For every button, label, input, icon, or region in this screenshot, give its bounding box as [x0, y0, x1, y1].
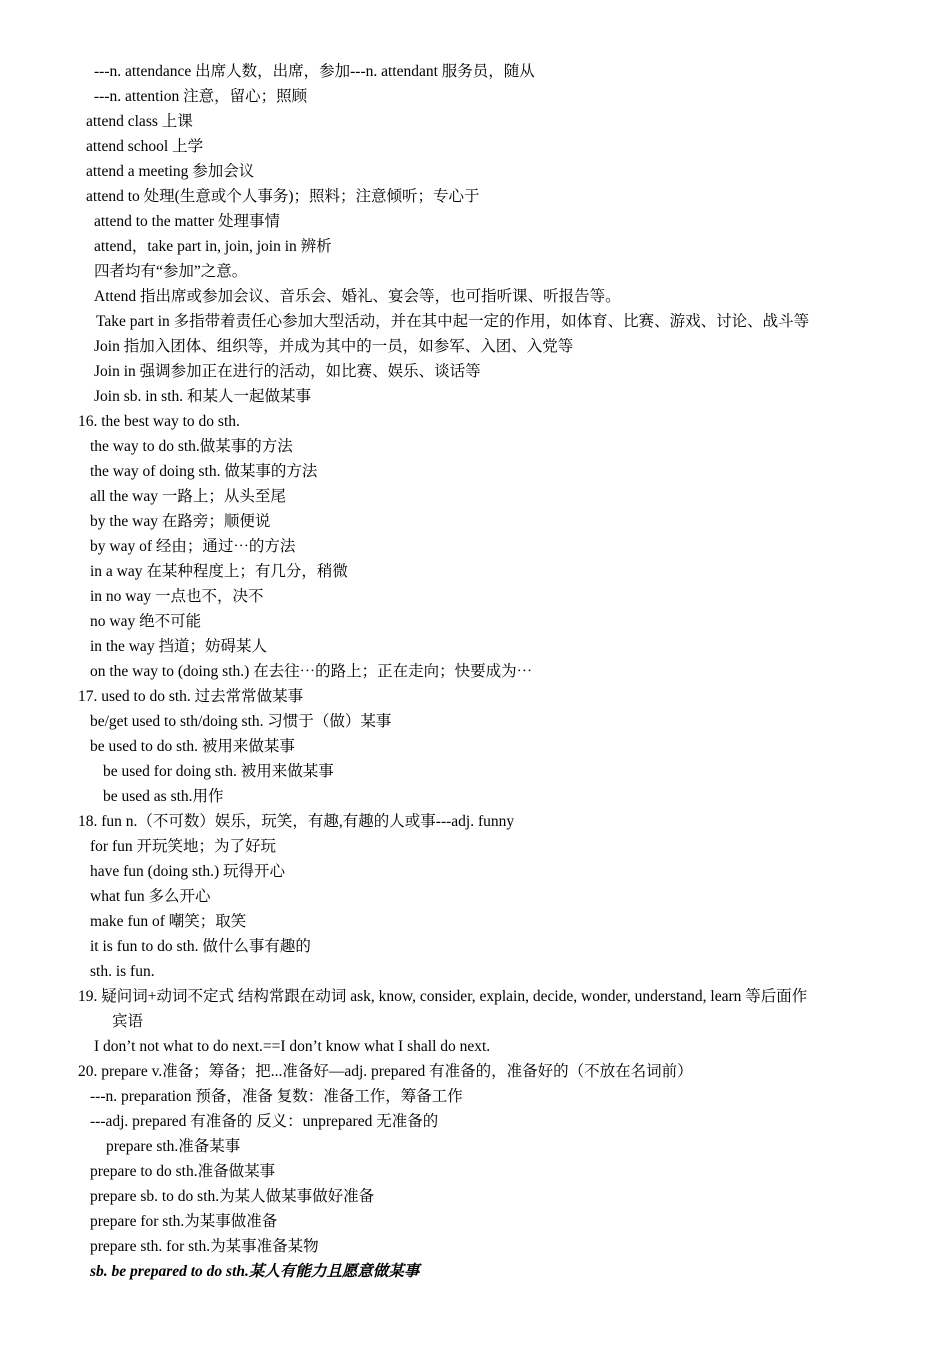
text-line: attend，take part in, join, join in 辨析	[94, 238, 332, 255]
text-line: prepare sth. for sth.为某事准备某物	[90, 1238, 319, 1255]
text-line: ---n. attendance 出席人数，出席，参加---n. attendant 服务员，随从	[94, 63, 535, 80]
text-line: 四者均有“参加”之意。	[94, 263, 248, 280]
text-line: I don’t not what to do next.==I don’t know what I shall do next.	[94, 1038, 491, 1055]
section-heading: 20. prepare v.准备；筹备；把...准备好—adj. prepared 有准备的，准备好的（不放在名词前）	[78, 1063, 693, 1080]
text-line: what fun 多么开心	[90, 888, 211, 905]
text-line: ---adj. prepared 有准备的 反义：unprepared 无准备的	[90, 1113, 439, 1130]
text-line: prepare to do sth.准备做某事	[90, 1163, 276, 1180]
text-line: all the way 一路上；从头至尾	[90, 488, 286, 505]
text-line: sth. is fun.	[90, 963, 155, 980]
text-line: for fun 开玩笑地；为了好玩	[90, 838, 276, 855]
text-line: Join sb. in sth. 和某人一起做某事	[94, 388, 312, 405]
section-heading: 19. 疑问词+动词不定式 结构常跟在动词 ask, know, consider, explain, decide, wonder, understand, learn 等后面作	[78, 988, 808, 1005]
section-heading: 17. used to do sth. 过去常常做某事	[78, 688, 304, 705]
text-line: attend to the matter 处理事情	[94, 213, 280, 230]
text-line: on the way to (doing sth.) 在去往⋯的路上；正在走向；快要成为⋯	[90, 663, 533, 680]
text-line: the way of doing sth. 做某事的方法	[90, 463, 318, 480]
text-line: be used as sth.用作	[103, 788, 224, 805]
text-line: attend to 处理(生意或个人事务)；照料；注意倾听；专心于	[86, 188, 480, 205]
text-line: make fun of 嘲笑；取笑	[90, 913, 247, 930]
text-line: attend class 上课	[86, 113, 193, 130]
text-line: the way to do sth.做某事的方法	[90, 438, 293, 455]
text-line: have fun (doing sth.) 玩得开心	[90, 863, 286, 880]
text-line: Take part in 多指带着责任心参加大型活动，并在其中起一定的作用，如体育、比赛、游戏、讨论、战斗等	[96, 313, 810, 330]
text-line: it is fun to do sth. 做什么事有趣的	[90, 938, 311, 955]
text-line: be used to do sth. 被用来做某事	[90, 738, 295, 755]
text-line: ---n. preparation 预备，准备 复数：准备工作，筹备工作	[90, 1088, 463, 1105]
text-line: in the way 挡道；妨碍某人	[90, 638, 267, 655]
text-line: prepare sb. to do sth.为某人做某事做好准备	[90, 1188, 375, 1205]
text-line: 宾语	[112, 1013, 144, 1030]
emphasized-text-line: sb. be prepared to do sth.某人有能力且愿意做某事	[90, 1263, 420, 1280]
text-line: Join 指加入团体、组织等，并成为其中的一员，如参军、入团、入党等	[94, 338, 574, 355]
section-heading: 16. the best way to do sth.	[78, 413, 240, 430]
text-line: attend school 上学	[86, 138, 204, 155]
text-line: prepare for sth.为某事做准备	[90, 1213, 278, 1230]
text-line: in a way 在某种程度上；有几分，稍微	[90, 563, 348, 580]
text-line: be used for doing sth. 被用来做某事	[103, 763, 334, 780]
text-line: ---n. attention 注意，留心；照顾	[94, 88, 308, 105]
text-line: Join in 强调参加正在进行的活动，如比赛、娱乐、谈话等	[94, 363, 481, 380]
text-line: attend a meeting 参加会议	[86, 163, 255, 180]
text-line: by the way 在路旁；顺便说	[90, 513, 271, 530]
text-line: in no way 一点也不，决不	[90, 588, 264, 605]
section-heading: 18. fun n.（不可数）娱乐，玩笑，有趣,有趣的人或事---adj. funny	[78, 813, 515, 830]
text-line: be/get used to sth/doing sth. 习惯于（做）某事	[90, 713, 392, 730]
text-line: by way of 经由；通过⋯的方法	[90, 538, 296, 555]
text-line: prepare sth.准备某事	[106, 1138, 241, 1155]
text-line: Attend 指出席或参加会议、音乐会、婚礼、宴会等，也可指听课、听报告等。	[94, 288, 621, 305]
text-line: no way 绝不可能	[90, 613, 202, 630]
